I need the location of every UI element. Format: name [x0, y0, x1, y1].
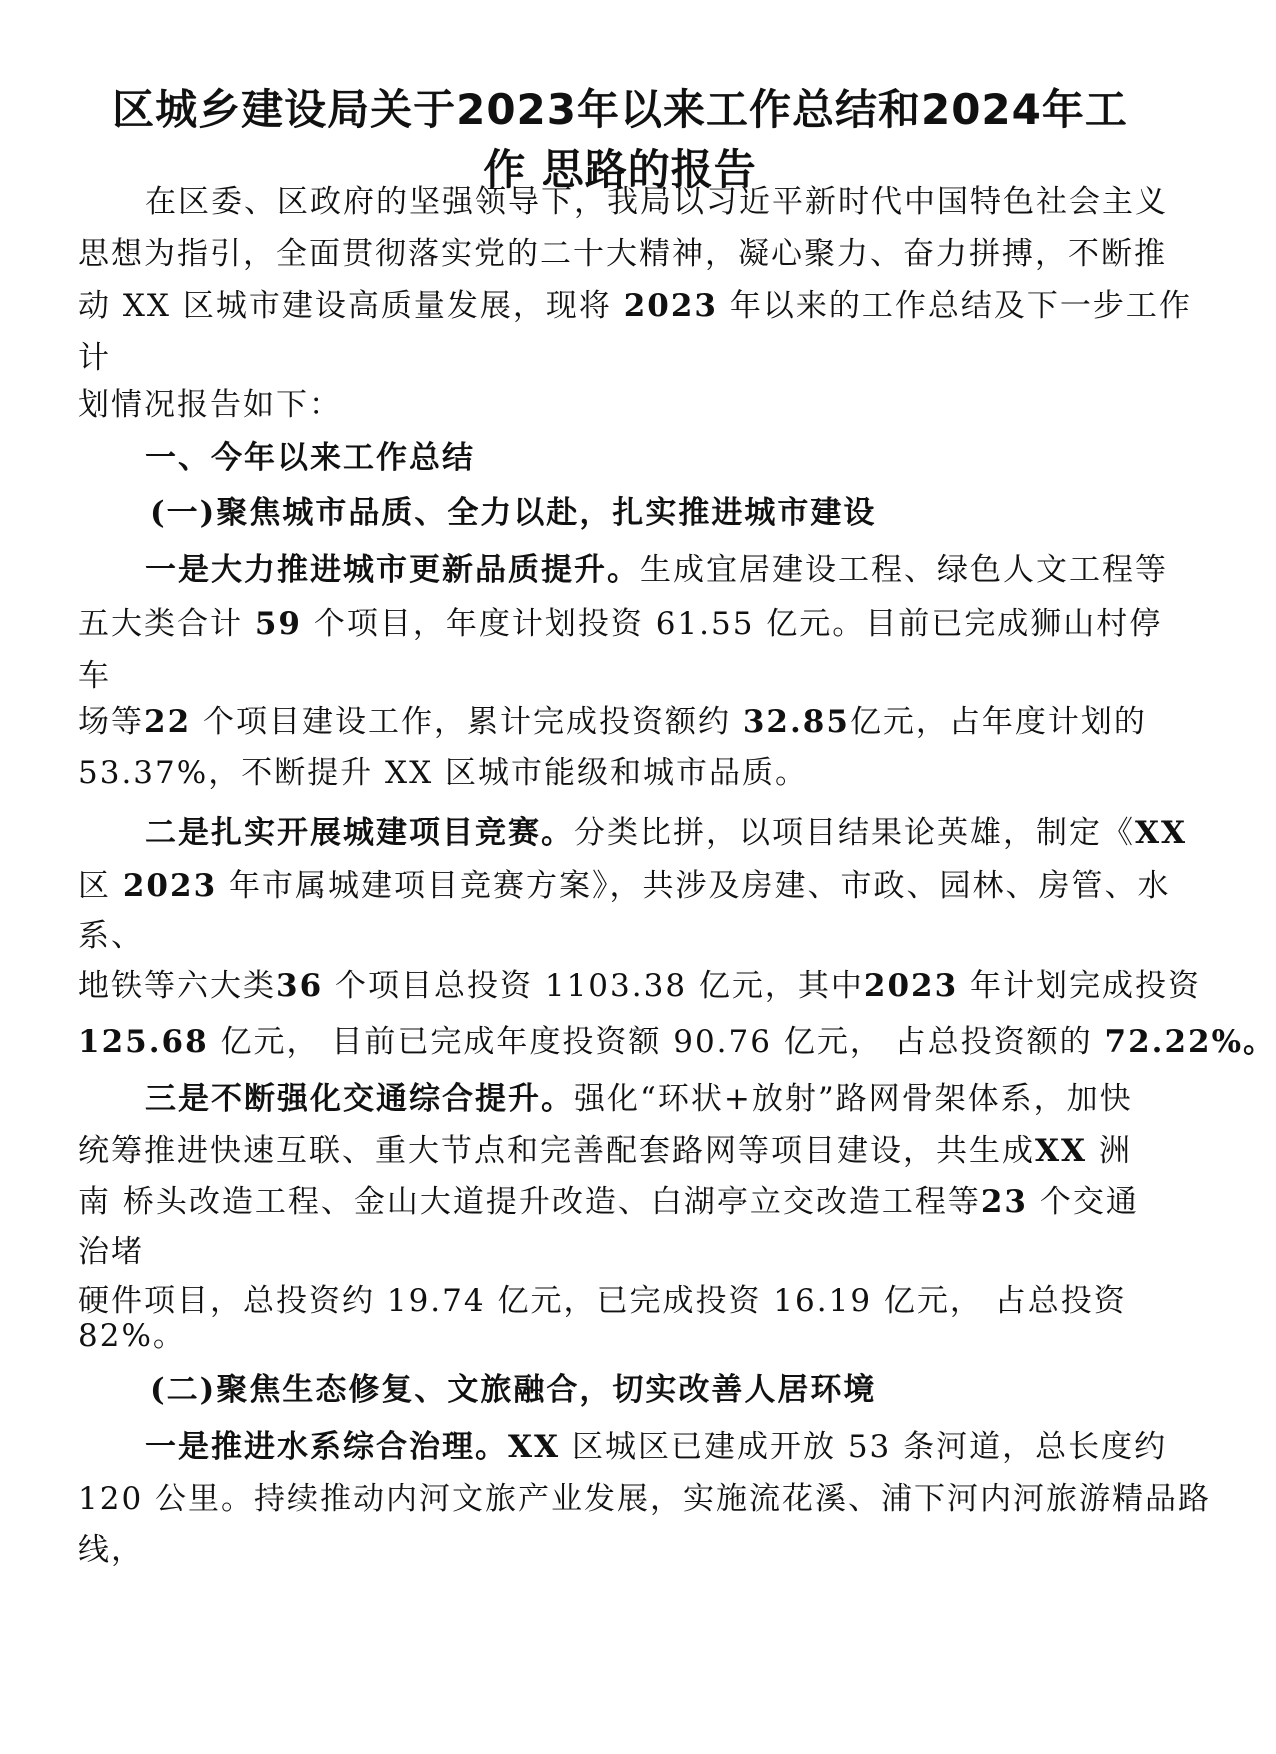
p3-line-4: 治堵: [78, 1234, 144, 1270]
subsection-heading-1: (一)聚焦城市品质、全力以赴，扎实推进城市建设: [150, 495, 877, 531]
p2-line-1: 二是扎实开展城建项目竞赛。分类比拼，以项目结果论英雄，制定《XX: [145, 815, 1188, 851]
report-title-line-1: 区城乡建设局关于2023年以来工作总结和2024年工: [112, 85, 1128, 134]
p3-line-2: 统筹推进快速互联、重大节点和完善配套路网等项目建设，共生成XX 洲: [78, 1133, 1132, 1169]
intro-line-3: 动 XX 区城市建设高质量发展，现将 2023 年以来的工作总结及下一步工作: [78, 288, 1192, 324]
p3-line-1: 三是不断强化交通综合提升。强化“环状+放射”路网骨架体系，加快: [145, 1081, 1133, 1117]
p2-line-4: 地铁等六大类36 个项目总投资 1103.38 亿元，其中2023 年计划完成投资: [78, 968, 1202, 1004]
p1-line-2: 五大类合计 59 个项目，年度计划投资 61.55 亿元。目前已完成狮山村停: [78, 606, 1163, 642]
p3-line-5: 硬件项目，总投资约 19.74 亿元，已完成投资 16.19 亿元， 占总投资: [78, 1283, 1127, 1319]
p4-line-3: 线，: [78, 1532, 144, 1568]
intro-line-1: 在区委、区政府的坚强领导下，我局以习近平新时代中国特色社会主义: [145, 184, 1168, 220]
intro-line-2: 思想为指引，全面贯彻落实党的二十大精神，凝心聚力、奋力拼搏，不断推: [78, 236, 1167, 272]
p4-line-2: 120 公里。持续推动内河文旅产业发展，实施流花溪、浦下河内河旅游精品路: [78, 1481, 1212, 1517]
p4-line-1: 一是推进水系综合治理。XX 区城区已建成开放 53 条河道，总长度约: [145, 1429, 1168, 1465]
p3-line-3: 南 桥头改造工程、金山大道提升改造、白湖亭立交改造工程等23 个交通: [78, 1184, 1139, 1220]
p2-line-3: 系、: [78, 918, 144, 954]
section-heading-1: 一、今年以来工作总结: [145, 440, 475, 476]
p3-line-6: 82%。: [78, 1318, 186, 1354]
intro-line-5: 划情况报告如下：: [78, 387, 342, 423]
report-title-line-2: 作 思路的报告: [483, 145, 757, 194]
p2-line-5: 125.68 亿元， 目前已完成年度投资额 90.76 亿元， 占总投资额的 72.22%。: [78, 1024, 1276, 1060]
p1-line-5: 53.37%，不断提升 XX 区城市能级和城市品质。: [78, 755, 809, 791]
p2-line-2: 区 2023 年市属城建项目竞赛方案》，共涉及房建、市政、园林、房管、水: [78, 868, 1171, 904]
intro-line-4: 计: [78, 340, 111, 376]
p1-line-1: 一是大力推进城市更新品质提升。生成宜居建设工程、绿色人文工程等: [145, 552, 1168, 588]
p1-line-3: 车: [78, 658, 111, 694]
subsection-heading-2: (二)聚焦生态修复、文旅融合，切实改善人居环境: [150, 1372, 877, 1408]
p1-line-4: 场等22 个项目建设工作，累计完成投资额约 32.85亿元，占年度计划的: [78, 704, 1147, 740]
